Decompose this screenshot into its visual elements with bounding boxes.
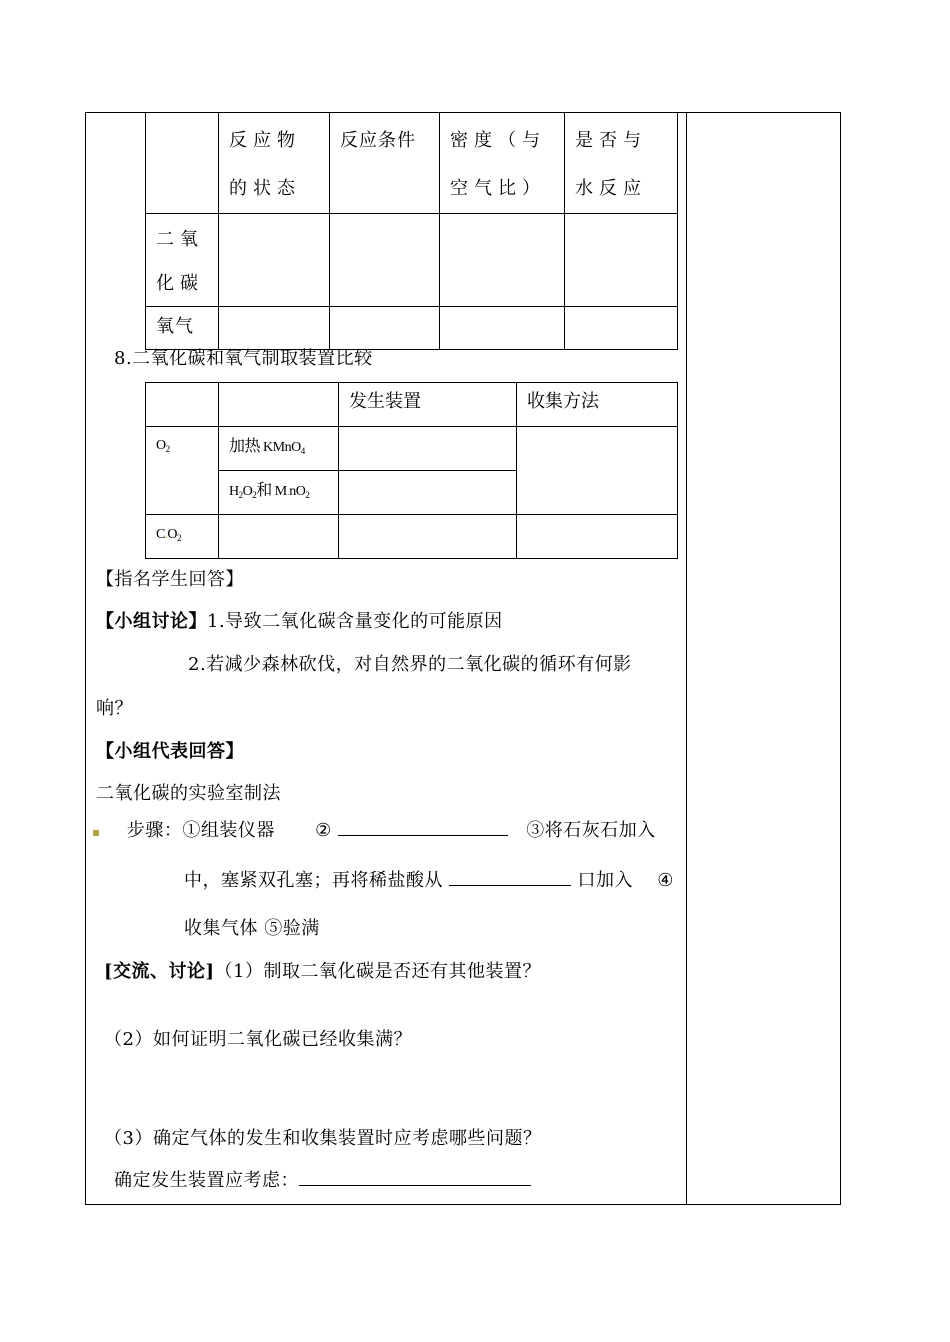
bullet-dot: ▪: [92, 825, 101, 839]
table-cell: [517, 515, 678, 559]
table-cell: [219, 214, 330, 307]
steps-line-3: 收集气体 ⑤验满: [184, 918, 320, 939]
table-cell: [440, 307, 565, 350]
consider-device-blank: [299, 1167, 531, 1186]
table-cell: [565, 307, 678, 350]
exchange-q1-line: [104, 957, 541, 983]
header-method: 收集方法: [517, 383, 678, 427]
table-header-cell: 密度（与空气比）: [440, 113, 565, 214]
table-header-cell: 反应物的状态: [219, 113, 330, 214]
table-cell: [219, 515, 339, 559]
table-cell: [565, 214, 678, 307]
acid-inlet-blank: [449, 867, 571, 886]
table-cell: [517, 427, 678, 515]
steps-line-1: [92, 816, 656, 842]
group-discussion: [96, 607, 503, 633]
apparatus-table: [145, 382, 678, 559]
lab-method-title: 二氧化碳的实验室制法: [96, 783, 281, 804]
exchange-q2: （2）如何证明二氧化碳已经收集满？: [104, 1029, 412, 1050]
exchange-q3: （3）确定气体的发生和收集装置时应考虑哪些问题？: [104, 1128, 542, 1149]
section-8-title: 8.二氧化碳和氧气制取装置比较: [114, 348, 373, 369]
kmno4-cell: 加热 KMnO$_4$: [219, 427, 339, 471]
table-cell: [146, 383, 219, 427]
h2o2-cell: $H_2O_2$和 $M.nO_2$: [219, 471, 339, 515]
table-header-cell: 反应条件: [330, 113, 440, 214]
row-label-o2: 氧气: [146, 307, 219, 350]
table-header-cell: 是否与水反应: [565, 113, 678, 214]
consider-device-line: [114, 1166, 531, 1192]
group-discussion-label: 【小组讨论】: [96, 611, 207, 632]
table-cell: [440, 214, 565, 307]
student-answer-label: 【指名学生回答】: [96, 569, 244, 590]
frame-divider: [686, 112, 687, 1205]
table-cell: [339, 515, 517, 559]
step-4: ④: [657, 870, 674, 891]
discussion-q1: 1.导致二氧化碳含量变化的可能原因: [207, 611, 503, 632]
consider-device-label: 确定发生装置应考虑：: [114, 1170, 299, 1191]
o2-label: $O_2$: [146, 427, 219, 515]
steps-label: 步骤：①组装仪器: [126, 820, 275, 841]
steps-line-2: [184, 866, 674, 892]
table-cell: [330, 214, 440, 307]
header-device: 发生装置: [339, 383, 517, 427]
and-text: 和: [256, 480, 272, 499]
group-rep-answer-label: 【小组代表回答】: [96, 741, 244, 762]
table-header-cell: [146, 113, 219, 214]
step-3-end: 口加入: [577, 870, 633, 891]
discussion-q2-line2: 响？: [96, 698, 133, 719]
table-cell: [219, 383, 339, 427]
properties-table: [145, 112, 678, 350]
table-cell: [339, 427, 517, 471]
step-3-cont: 中，塞紧双孔塞；再将稀盐酸从: [184, 870, 443, 891]
exchange-q1: （1）制取二氧化碳是否还有其他装置？: [214, 961, 541, 982]
kmno4-prefix: 加热: [229, 436, 261, 455]
co2-label: $C.O_2$: [146, 515, 219, 559]
table-cell: [339, 471, 517, 515]
step-3: ③将石灰石加入: [526, 820, 656, 841]
exchange-label: [交流、讨论]: [104, 961, 215, 982]
discussion-q2-line1: 2.若减少森林砍伐，对自然界的二氧化碳的循环有何影: [188, 654, 632, 675]
step-2: ②: [315, 820, 332, 841]
step-2-blank: [338, 817, 508, 836]
row-label-co2: 二氧化碳: [146, 214, 219, 307]
